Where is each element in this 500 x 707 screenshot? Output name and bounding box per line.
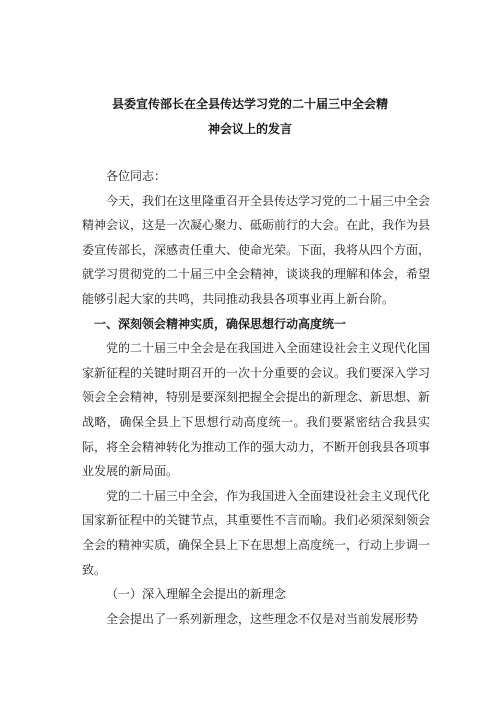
document-title [60,92,440,142]
section1-paragraph-1: 党的二十届三中全会是在我国进入全面建设社会主义现代化国家新征程的关键时期召开的一次十分重要的会议。我们要深入学习领会全会精神，特别是要深刻把握全会提出的新理念、新思想、新战略，确保全县上下思想行动高度统一。我们要紧密结合我县实际，将全会精神转化为推动工作的强大动力，不断开创我县各项事业发展的新局面。 [82,341,431,479]
salutation: 各位同志： [106,169,167,183]
subsection1-paragraph: 全会提出了一系列新理念，这些理念不仅是对当前发展形势 [106,611,419,626]
title-line-2: 神会议上的发言 [207,122,292,136]
subsection-heading-1: （一）深入理解全会提出的新理念 [106,587,287,602]
section1-paragraph-2: 党的二十届三中全会，作为我国进入全面建设社会主义现代化国家新征程中的关键节点，其重要性不言而喻。我们必须深刻领会全会的精神实质，确保全县上下在思想上高度统一，行动上步调一致。 [82,488,431,577]
intro-paragraph: 今天，我们在这里隆重召开全县传达学习党的二十届三中全会精神会议，这是一次凝心聚力、砥砺前行的大会。在此，我作为县委宣传部长，深感责任重大、使命光荣。下面，我将从四个方面，就学习贯彻党的二十届三中全会精神，谈谈我的理解和体会，希望能够引起大家的共鸣，共同推动我县各项事业再上新台阶。 [82,193,431,306]
document-body [82,164,430,631]
section-heading-1: 一、深刻领会精神实质，确保思想行动高度统一 [94,316,347,331]
title-line-1: 县委宣传部长在全县传达学习党的二十届三中全会精 [111,97,388,111]
